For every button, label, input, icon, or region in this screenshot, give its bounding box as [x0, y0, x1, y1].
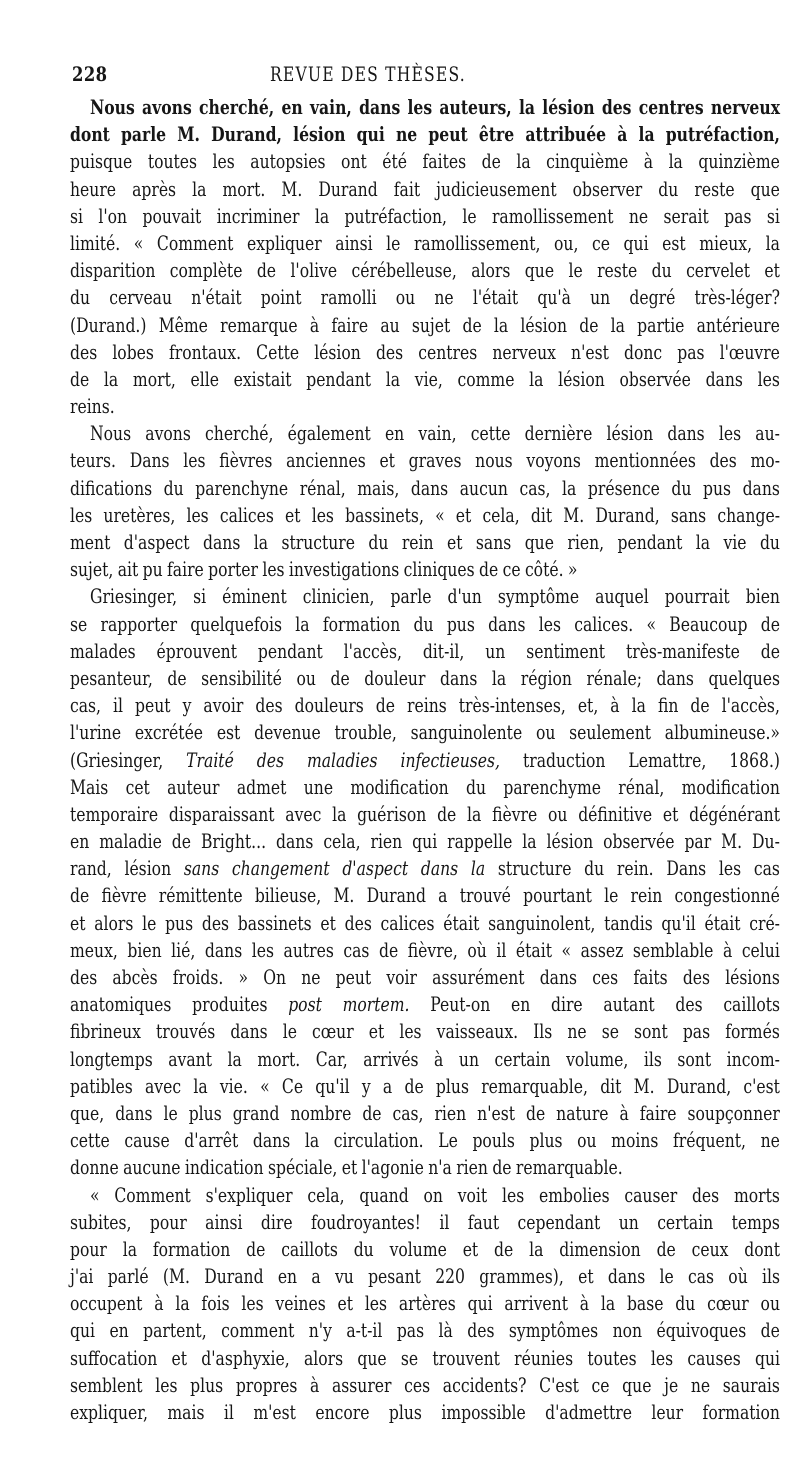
text-line: puisque toutes les autopsies ont été faites de la cinquième à la quinzième — [70, 150, 780, 174]
text-line: des lobes frontaux. Cette lésion des centres nerveux n'est donc pas l'œuvre — [70, 340, 780, 364]
text-line: en maladie de Bright... dans cela, rien qui rappelle la lésion observée par M. Du- — [70, 830, 780, 854]
text-line: temporaire disparaissant avec la guérison de la fièvre ou définitive et dégénérant — [70, 802, 780, 826]
page-number: 228 — [72, 62, 108, 86]
text-line: meux, bien lié, dans les autres cas de fièvre, où il était « assez semblable à celui — [70, 938, 780, 962]
running-head: REVUE DES THÈSES. — [270, 62, 466, 86]
text-line: occupent à la fois les veines et les artères qui arrivent à la base du cœur ou — [70, 1292, 780, 1316]
text-line: et alors le pus des bassinets et des calices était sanguinolent, tandis qu'il était cré- — [70, 911, 780, 935]
text-line: patibles avec la vie. « Ce qu'il y a de plus remarquable, dit M. Durand, c'est — [70, 1074, 780, 1098]
text-line: pesanteur, de sensibilité ou de douleur dans la région rénale; dans quelques — [70, 666, 780, 690]
text-line: disparition complète de l'olive cérébelleuse, alors que le reste du cervelet et — [70, 259, 780, 283]
body-text — [70, 94, 780, 1426]
text-line: se rapporter quelquefois la formation du pus dans les calices. « Beaucoup de — [70, 612, 780, 636]
text-line: suffocation et d'asphyxie, alors que se trouvent réunies toutes les causes qui — [70, 1346, 780, 1370]
page-header — [70, 62, 780, 92]
text-line: Nous avons cherché, également en vain, cette dernière lésion dans les au- — [90, 422, 780, 446]
text-line: du cerveau n'était point ramolli ou ne l'était qu'à un degré très-léger? — [70, 286, 780, 310]
book-page — [70, 62, 780, 1442]
text-line: des abcès froids. » On ne peut voir assurément dans ces faits des lésions — [70, 966, 780, 989]
text-line: rand, lésion sans changement d'aspect dans la structure du rein. Dans les cas — [70, 857, 780, 881]
text-line: donne aucune indication spéciale, et l'agonie n'a rien de remarquable. — [70, 1156, 623, 1180]
text-line: difications du parenchyne rénal, mais, dans aucun cas, la présence du pus dans — [70, 476, 780, 500]
text-line: les uretères, les calices et les bassinets, « et cela, dit M. Durand, sans change- — [70, 503, 780, 527]
text-line: (Griesinger, Traité des maladies infectieuses, traduction Lemattre, 1868.) — [70, 748, 780, 772]
text-line: j'ai parlé (M. Durand en a vu pesant 220 grammes), et dans le cas où ils — [70, 1265, 780, 1289]
text-line: ment d'aspect dans la structure du rein et sans que rien, pendant la vie du — [70, 531, 780, 554]
text-line: l'urine excrétée est devenue trouble, sanguinolente ou seulement albumineuse.» — [70, 721, 780, 745]
text-line: Mais cet auteur admet une modification du parenchyme rénal, modification — [70, 775, 780, 799]
text-line: de la mort, elle existait pendant la vie, comme la lésion observée dans les — [70, 367, 780, 391]
text-line: sujet, ait pu faire porter les investigations cliniques de ce côté. » — [70, 558, 578, 582]
text-line: Nous avons cherché, en vain, dans les auteurs, la lésion des centres nerveux — [90, 96, 780, 119]
text-line: expliquer, mais il m'est encore plus impossible d'admettre leur formation — [70, 1401, 780, 1424]
text-line: (Durand.) Même remarque à faire au sujet de la lésion de la partie antérieure — [70, 313, 780, 337]
text-line: heure après la mort. M. Durand fait judicieusement observer du reste que — [70, 177, 780, 201]
text-line: subites, pour ainsi dire foudroyantes! il faut cependant un certain temps — [70, 1210, 780, 1234]
text-line: qui en partent, comment n'y a-t-il pas là des symptômes non équivoques de — [70, 1319, 780, 1343]
text-line: malades éprouvent pendant l'accès, dit-il, un sentiment très-manifeste de — [70, 639, 780, 663]
text-line: teurs. Dans les fièvres anciennes et graves nous voyons mentionnées des mo- — [70, 449, 780, 473]
text-line: fibrineux trouvés dans le cœur et les vaisseaux. Ils ne se sont pas formés — [70, 1020, 780, 1044]
text-line: anatomiques produites post mortem. Peut-on en dire autant des caillots — [70, 993, 780, 1017]
text-line: Griesinger, si éminent clinicien, parle d'un symptôme auquel pourrait bien — [90, 585, 780, 609]
text-line: reins. — [70, 395, 115, 419]
text-line: cette cause d'arrêt dans la circulation. Le pouls plus ou moins fréquent, ne — [70, 1129, 780, 1153]
text-line: que, dans le plus grand nombre de cas, rien n'est de nature à faire soupçonner — [70, 1101, 780, 1125]
text-line: cas, il peut y avoir des douleurs de reins très-intenses, et, à la fin de l'accès, — [70, 694, 780, 718]
text-line: semblent les plus propres à assurer ces accidents? C'est ce que je ne saurais — [70, 1373, 780, 1397]
text-line: de fièvre rémittente bilieuse, M. Durand a trouvé pourtant le rein congestionné — [70, 884, 780, 908]
text-line: longtemps avant la mort. Car, arrivés à un certain volume, ils sont incom- — [70, 1047, 780, 1071]
text-line: « Comment s'expliquer cela, quand on voit les embolies causer des morts — [90, 1183, 780, 1207]
text-line: limité. « Comment expliquer ainsi le ramollissement, ou, ce qui est mieux, la — [70, 231, 780, 255]
text-line: pour la formation de caillots du volume et de la dimension de ceux dont — [70, 1237, 780, 1261]
text-line: si l'on pouvait incriminer la putréfaction, le ramollissement ne serait pas si — [70, 204, 780, 228]
text-line: dont parle M. Durand, lésion qui ne peut être attribuée à la putréfaction, — [70, 123, 780, 147]
